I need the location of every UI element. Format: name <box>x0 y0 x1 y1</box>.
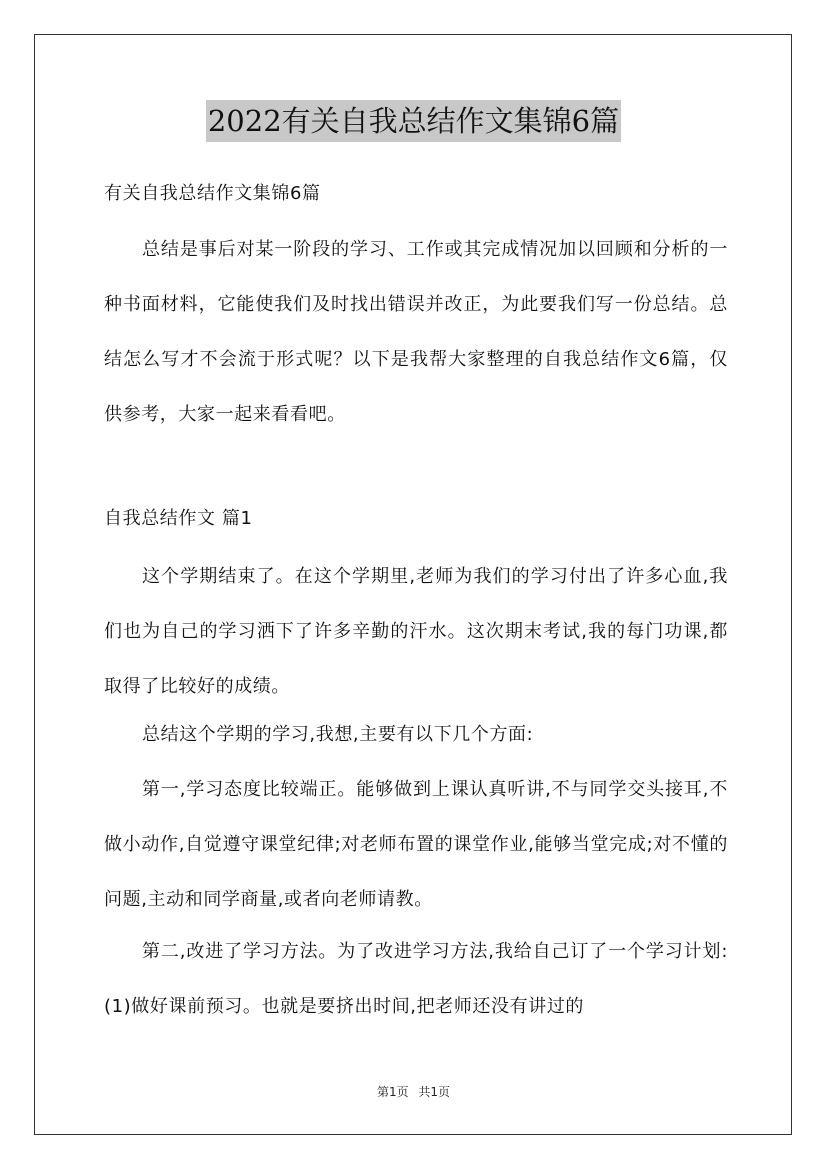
body-paragraph-4: 第二,改进了学习方法。为了改进学习方法,我给自己订了一个学习计划:(1)做好课前预习。也就是要挤出时间,把老师还没有讲过的 <box>104 941 728 1017</box>
page-number-current: 第1页 <box>376 1085 409 1099</box>
intro-paragraph: 总结是事后对某一阶段的学习、工作或其完成情况加以回顾和分析的一种书面材料，它能使我们及时找出错误并改正，为此要我们写一份总结。总结怎么写才不会流于形式呢？以下是我帮大家整理的自我总结作文6篇，仅供参考，大家一起来看看吧。 <box>104 239 728 425</box>
body-paragraph-1: 这个学期结束了。在这个学期里,老师为我们的学习付出了许多心血,我们也为自己的学习洒下了许多辛勤的汗水。这次期末考试,我的每门功课,都取得了比较好的成绩。 <box>104 566 728 697</box>
title-container <box>0 100 827 142</box>
section-heading: 自我总结作文 篇1 <box>104 508 253 529</box>
body-paragraph-3: 第一,学习态度比较端正。能够做到上课认真听讲,不与同学交头接耳,不做小动作,自觉遵守课堂纪律;对老师布置的课堂作业,能够当堂完成;对不懂的问题,主动和同学商量,或者向老师请教。 <box>104 779 728 910</box>
page-number-total: 共1页 <box>418 1085 451 1099</box>
page-footer <box>0 1083 827 1100</box>
body-paragraph-2: 总结这个学期的学习,我想,主要有以下几个方面: <box>142 724 534 745</box>
document-title: 2022有关自我总结作文集锦6篇 <box>206 100 621 142</box>
document-subtitle: 有关自我总结作文集锦6篇 <box>104 183 321 204</box>
